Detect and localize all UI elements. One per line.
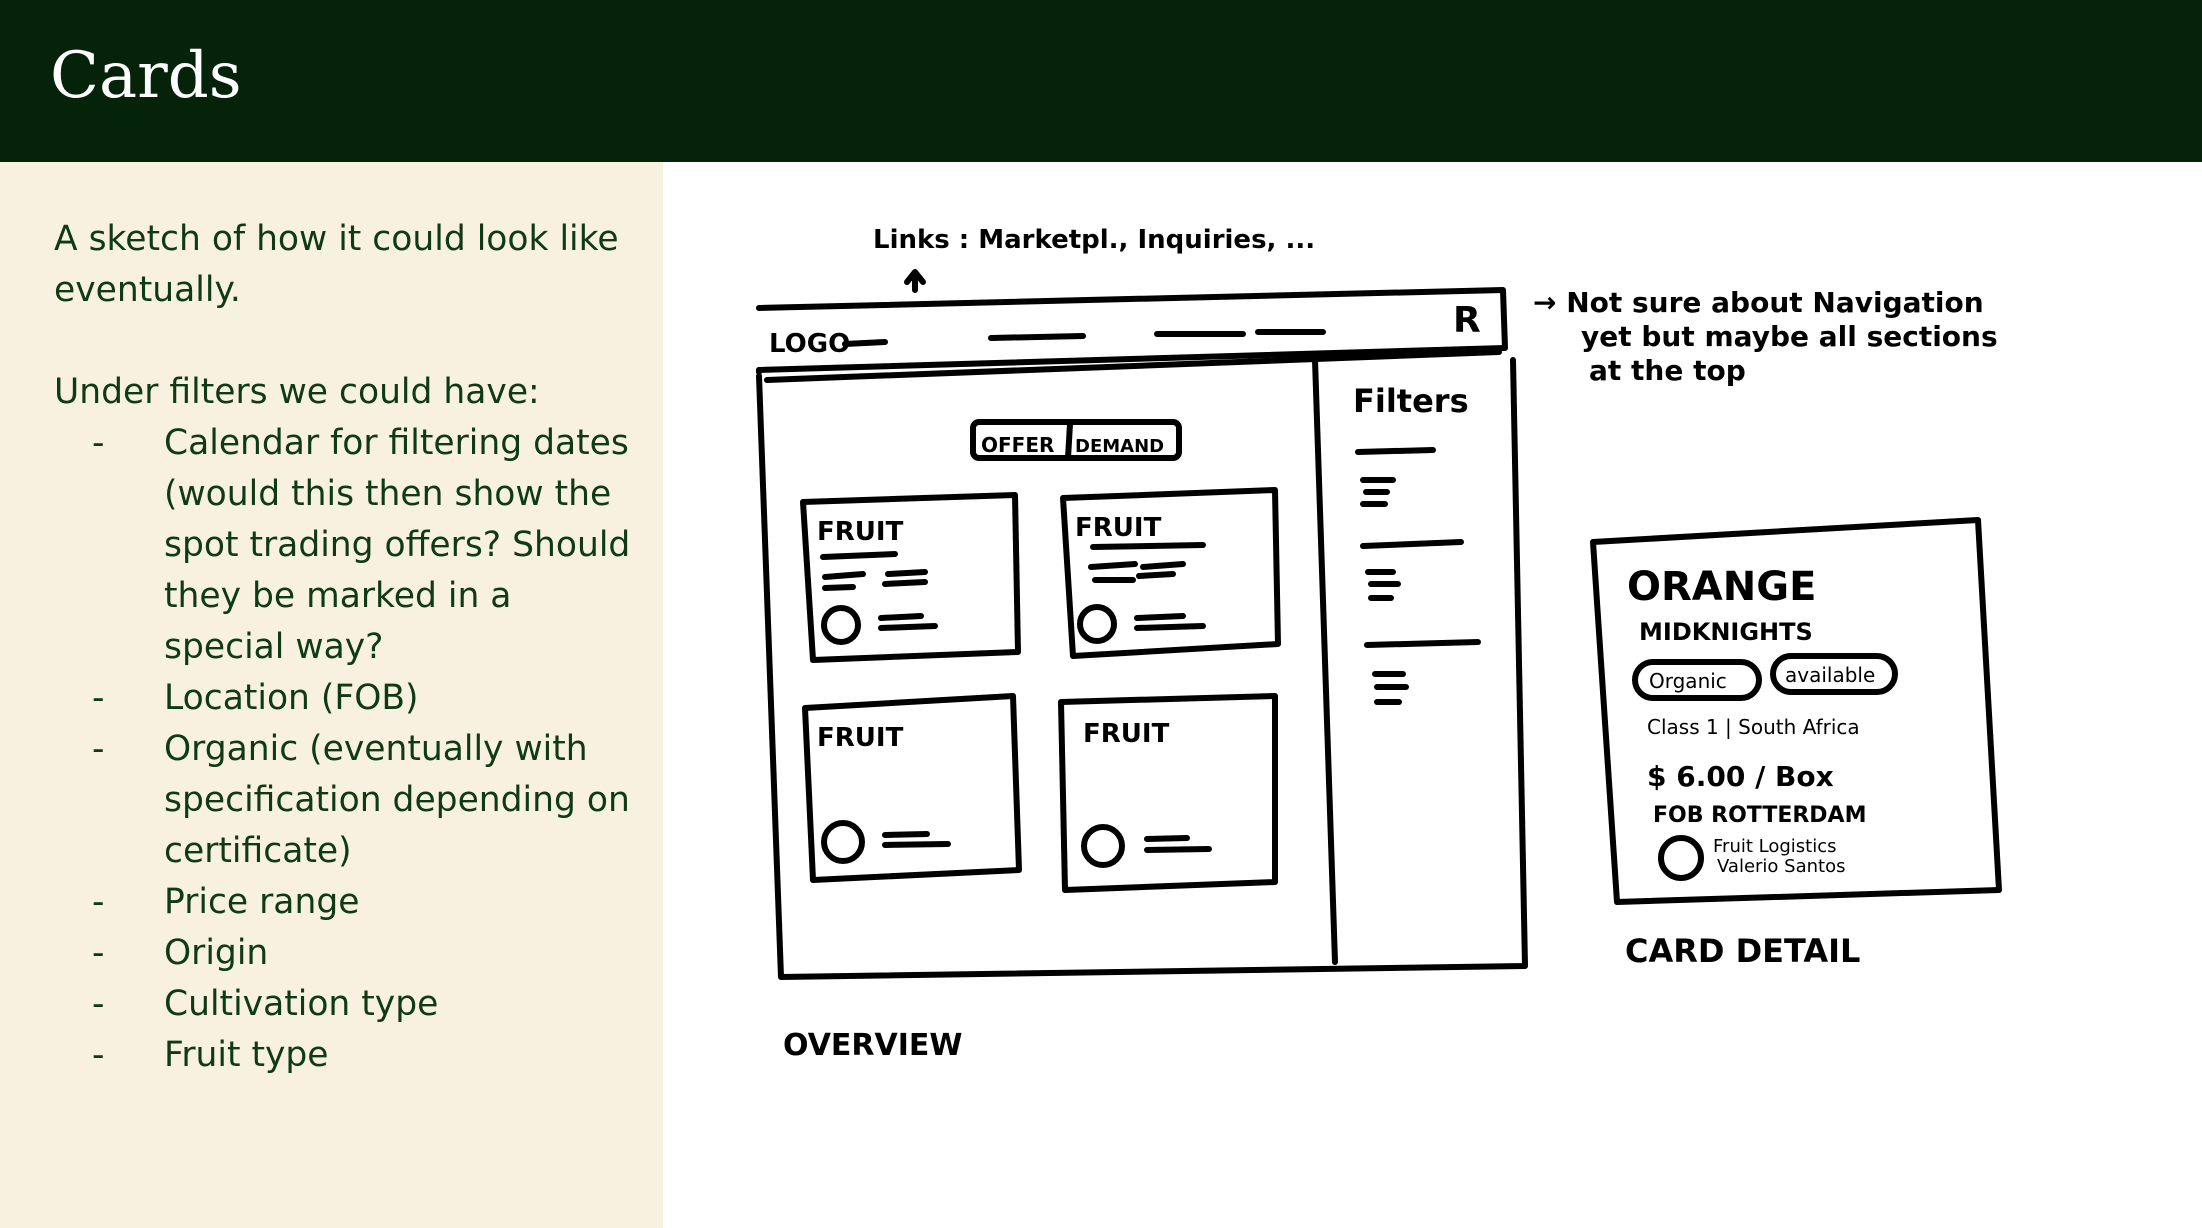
notes-text: [54, 214, 634, 1081]
list-item: [54, 877, 634, 928]
list-item: [54, 673, 634, 724]
filter-line-1: [1358, 450, 1433, 504]
nav-note-line2: yet but maybe all sections: [1581, 320, 1998, 353]
seller-avatar-icon: [1661, 838, 1701, 878]
detail-seller-name: Valerio Santos: [1717, 856, 1846, 877]
bullet-marker: -: [92, 984, 105, 1024]
filter-line-2: [1363, 542, 1461, 598]
list-item: [54, 979, 634, 1030]
bullet-marker: -: [92, 678, 105, 718]
list-item: [54, 928, 634, 979]
list-item-text: Origin: [164, 933, 269, 973]
toggle-demand: DEMAND: [1075, 436, 1165, 457]
filters-label: Filters: [1353, 382, 1469, 420]
card-title: FRUIT: [1083, 719, 1170, 749]
logo-placeholder: LOGO: [769, 329, 851, 359]
card-title: FRUIT: [817, 723, 904, 753]
header-bar: [0, 0, 2202, 162]
list-item: [54, 1030, 634, 1081]
bullet-marker: -: [92, 729, 105, 769]
card-title: FRUIT: [817, 517, 904, 547]
organic-tag-label: Organic: [1649, 669, 1727, 693]
filters-divider: [1315, 360, 1335, 962]
list-item: [54, 724, 634, 877]
nav-link-placeholders: [845, 332, 1323, 344]
filter-list: [54, 418, 634, 1081]
bullet-marker: -: [92, 933, 105, 973]
list-item: [54, 418, 634, 673]
nav-note-line1: → Not sure about Navigation: [1533, 286, 1984, 319]
intro-text: A sketch of how it could look like eventually.: [54, 219, 619, 310]
detail-variety: MIDKNIGHTS: [1639, 618, 1813, 646]
available-tag-label: available: [1785, 663, 1876, 687]
list-item-text: Cultivation type: [164, 984, 439, 1024]
toggle-offer: OFFER: [981, 433, 1055, 457]
bullet-marker: -: [92, 882, 105, 922]
detail-incoterm: FOB ROTTERDAM: [1653, 803, 1867, 828]
detail-class-origin: Class 1 | South Africa: [1647, 715, 1860, 739]
detail-product: ORANGE: [1627, 564, 1817, 610]
card-detail-label: CARD DETAIL: [1625, 932, 1861, 970]
bullet-marker: -: [92, 1035, 105, 1075]
list-item-text: Price range: [164, 882, 360, 922]
bullet-marker: -: [92, 423, 105, 463]
detail-price: $ 6.00 / Box: [1647, 760, 1834, 793]
links-note: Links : Marketpl., Inquiries, ...: [873, 225, 1316, 255]
notes-panel: [0, 162, 663, 1228]
nav-note-line3: at the top: [1589, 354, 1746, 387]
list-item-text: Location (FOB): [164, 678, 419, 718]
filters-heading: Under filters we could have:: [54, 372, 540, 412]
page-title: Cards: [50, 39, 242, 113]
user-initial: R: [1453, 300, 1481, 341]
sketch-area: [663, 162, 2202, 1228]
card-title: FRUIT: [1075, 513, 1162, 543]
overview-label: OVERVIEW: [783, 1028, 963, 1063]
filter-line-3: [1367, 642, 1478, 702]
list-item-text: Organic (eventually with specification depending on certificate): [164, 729, 630, 871]
arrow-up-icon: [907, 272, 923, 290]
detail-seller-company: Fruit Logistics: [1713, 836, 1837, 857]
list-item-text: Calendar for filtering dates (would this then show the spot trading offers? Should they be marked in a special way?: [164, 423, 631, 667]
wireframe-sketch: [663, 162, 2202, 1228]
list-item-text: Fruit type: [164, 1035, 329, 1075]
